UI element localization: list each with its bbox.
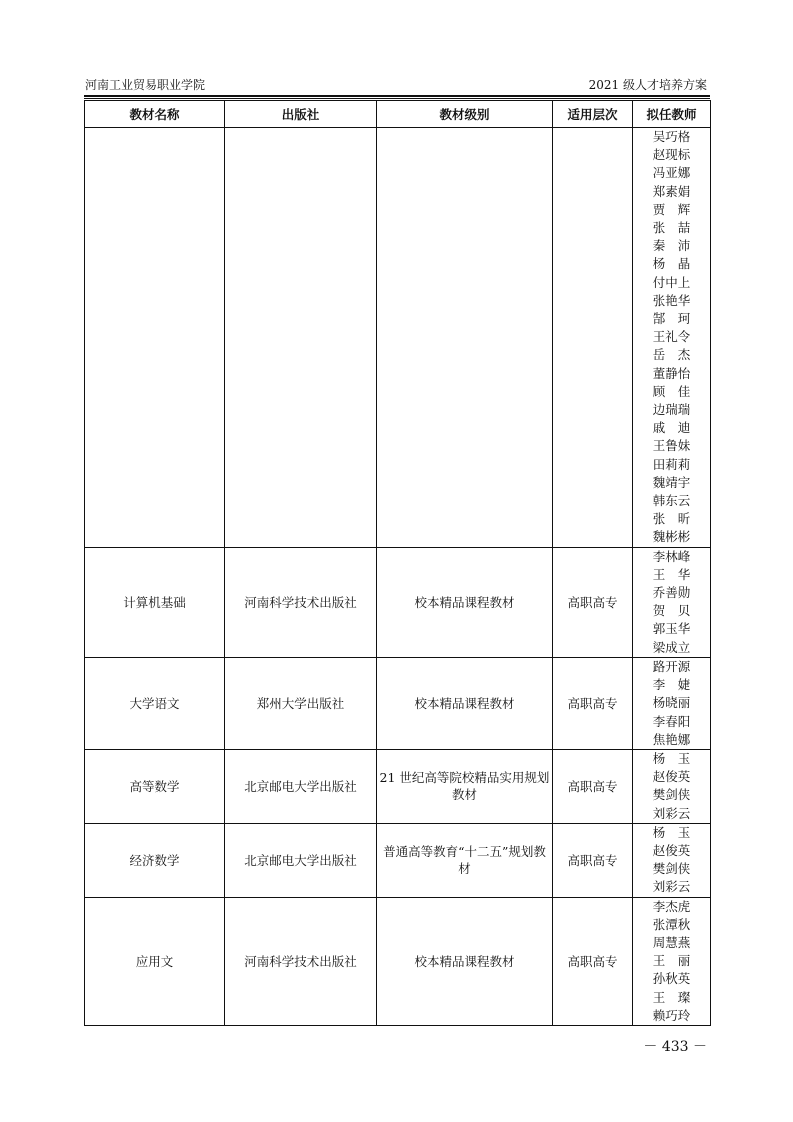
scope-cell: 高职高专 [553,823,633,897]
publisher-cell: 北京邮电大学出版社 [225,749,377,823]
teachers-cell [633,823,711,897]
teacher-name: 王 丽 [652,953,691,969]
table-row [85,897,711,1025]
level-cell: 校本精品课程教材 [377,547,553,657]
teacher-name: 贾 辉 [652,201,691,217]
textbook-name-cell: 高等数学 [85,749,225,823]
teacher-name: 韩东云 [652,493,691,509]
column-header-teachers: 拟任教师 [633,101,711,128]
teacher-name: 吴巧格 [652,129,691,144]
level-cell: 校本精品课程教材 [377,657,553,749]
table-row [85,749,711,823]
teacher-name: 李林峰 [652,548,691,564]
header-school: 河南工业贸易职业学院 [85,78,206,92]
teacher-name: 乔善勋 [652,585,691,601]
teacher-name: 田莉莉 [652,456,691,472]
level-cell [377,128,553,548]
textbook-name-cell: 计算机基础 [85,547,225,657]
teacher-name: 赖巧玲 [652,1007,691,1023]
teacher-name: 王鲁妹 [652,438,691,454]
teacher-name: 张艳华 [652,292,691,308]
teacher-name: 郭玉华 [652,621,691,637]
level-cell: 校本精品课程教材 [377,897,553,1025]
textbook-name-cell: 经济数学 [85,823,225,897]
publisher-cell [225,128,377,548]
teachers-cell [633,128,711,548]
table-row [85,547,711,657]
page-number: － 433 － [643,1039,707,1055]
teacher-name: 赵俊英 [652,769,691,785]
teacher-name: 梁成立 [652,639,691,655]
teacher-name: 赵现标 [652,147,691,163]
teacher-name: 边瑞瑞 [652,402,691,418]
column-header-applicable-level: 适用层次 [553,101,633,128]
textbook-table [84,100,711,1026]
teachers-cell [633,897,711,1025]
textbook-name-cell: 应用文 [85,897,225,1025]
teacher-name: 郑素娟 [652,183,691,199]
teacher-name: 焦艳娜 [652,731,691,747]
column-header-textbook-name: 教材名称 [85,101,225,128]
teacher-name: 周慧燕 [652,934,691,950]
teacher-name: 刘彩云 [652,805,691,821]
teacher-name: 樊剑侠 [652,861,691,877]
teacher-name: 李杰虎 [652,898,691,914]
teacher-name: 王 华 [652,566,691,582]
teacher-name: 张 喆 [652,220,691,236]
header-rule-thick [84,95,710,97]
header-plan-title: 2021 级人才培养方案 [588,78,707,92]
teacher-name: 王礼令 [652,329,691,345]
teacher-name: 杨 玉 [652,750,691,766]
teacher-name: 戚 迪 [652,420,691,436]
teacher-name: 张 昕 [652,511,691,527]
teacher-name: 李 婕 [652,677,691,693]
teacher-name: 孙秋英 [652,971,691,987]
teacher-name: 付中上 [652,274,691,290]
header-rule-thin [84,98,710,99]
teacher-name: 杨晓丽 [652,695,691,711]
teacher-name: 岳 杰 [652,347,691,363]
level-cell: 普通高等教育“十二五”规划教材 [377,823,553,897]
teachers-cell [633,657,711,749]
scope-cell: 高职高专 [553,749,633,823]
textbook-name-cell: 大学语文 [85,657,225,749]
teachers-cell [633,547,711,657]
table-header-row [85,101,711,128]
teacher-name: 郜 珂 [652,311,691,327]
teacher-name: 张潭秋 [652,916,691,932]
teachers-cell [633,749,711,823]
teacher-name: 魏靖宇 [652,474,691,490]
teacher-name: 杨 晶 [652,256,691,272]
column-header-textbook-level: 教材级别 [377,101,553,128]
teacher-name: 樊剑侠 [652,787,691,803]
table-row [85,657,711,749]
table-row [85,823,711,897]
teacher-name: 赵俊英 [652,842,691,858]
scope-cell: 高职高专 [553,657,633,749]
table-row [85,128,711,548]
scope-cell: 高职高专 [553,547,633,657]
level-cell: 21 世纪高等院校精品实用规划教材 [377,749,553,823]
teacher-name: 李春阳 [652,713,691,729]
teacher-name: 冯亚娜 [652,165,691,181]
teacher-name: 魏彬彬 [652,529,691,545]
publisher-cell: 河南科学技术出版社 [225,547,377,657]
teacher-name: 路开源 [652,658,691,674]
scope-cell: 高职高专 [553,897,633,1025]
teacher-name: 顾 佳 [652,383,691,399]
publisher-cell: 北京邮电大学出版社 [225,823,377,897]
textbook-name-cell [85,128,225,548]
teacher-name: 王 璨 [652,989,691,1005]
publisher-cell: 河南科学技术出版社 [225,897,377,1025]
teacher-name: 杨 玉 [652,824,691,840]
teacher-name: 秦 沛 [652,238,691,254]
publisher-cell: 郑州大学出版社 [225,657,377,749]
scope-cell [553,128,633,548]
teacher-name: 贺 贝 [652,603,691,619]
column-header-publisher: 出版社 [225,101,377,128]
teacher-name: 董静怡 [652,365,691,381]
teacher-name: 刘彩云 [652,879,691,895]
